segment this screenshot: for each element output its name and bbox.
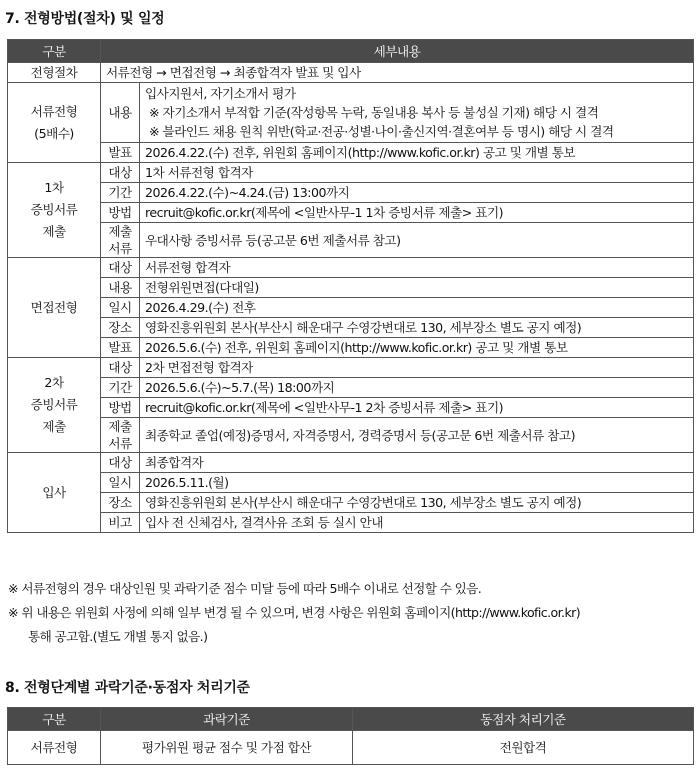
cert2-target-label: 대상	[101, 358, 140, 378]
table-row	[8, 473, 694, 493]
cert2-label: 2차 증빙서류 제출	[8, 358, 101, 453]
interview-content-text: 전형위원면접(다대일)	[140, 278, 694, 298]
header-tie: 동점자 처리기준	[353, 708, 694, 731]
hire-target-text: 최종합격자	[140, 453, 694, 473]
interview-announce-label: 발표	[101, 338, 140, 358]
table-row	[8, 453, 694, 473]
table-row	[8, 358, 694, 378]
table-row	[8, 223, 694, 258]
note-2: ※ 위 내용은 위원회 사정에 의해 일부 변경 될 수 있으며, 변경 사항은 위원회 홈페이지(http://www.kofic.or.kr)	[8, 605, 581, 620]
cert1-period-label: 기간	[101, 183, 140, 203]
table-row	[8, 513, 694, 533]
table-row	[8, 378, 694, 398]
note-3: 통해 공고함.(별도 개별 통지 없음.)	[28, 629, 208, 644]
hire-label: 입사	[8, 453, 101, 533]
table-row	[8, 163, 694, 183]
interview-target-text: 서류전형 합격자	[140, 258, 694, 278]
cert1-label: 1차 증빙서류 제출	[8, 163, 101, 258]
table-row	[8, 493, 694, 513]
table-row	[8, 183, 694, 203]
section8-title: 8. 전형단계별 과락기준·동점자 처리기준	[5, 680, 250, 696]
hire-date-text: 2026.5.11.(월)	[140, 473, 694, 493]
cert2-submit-text: 최종학교 졸업(예정)증명서, 자격증명서, 경력증명서 등(공고문 6번 제출서류 참고)	[140, 418, 694, 453]
table-row	[8, 338, 694, 358]
cert1-method-text: recruit@kofic.or.kr(제목에 <일반사무-1 1차 증빙서류 제출> 표기)	[140, 203, 694, 223]
cert1-submit-text: 우대사항 증빙서류 등(공고문 6번 제출서류 참고)	[140, 223, 694, 258]
cutoff-cell: 평가위원 평균 점수 및 가점 합산	[101, 731, 353, 765]
cert2-method-text: recruit@kofic.or.kr(제목에 <일반사무-1 2차 증빙서류 제출> 표기)	[140, 398, 694, 418]
table-row	[8, 143, 694, 163]
table-row	[8, 298, 694, 318]
cert1-method-label: 방법	[101, 203, 140, 223]
interview-place-label: 장소	[101, 318, 140, 338]
header-cutoff: 과락기준	[101, 708, 353, 731]
cert1-target-text: 1차 서류전형 합격자	[140, 163, 694, 183]
table-header-row	[8, 708, 694, 731]
document-announce-label: 발표	[101, 143, 140, 163]
table-row	[8, 203, 694, 223]
tie-cell: 전원합격	[353, 731, 694, 765]
procedure-label: 전형절차	[8, 63, 101, 83]
cert2-period-text: 2026.5.6.(수)~5.7.(목) 18:00까지	[140, 378, 694, 398]
header-stage: 구분	[8, 708, 101, 731]
header-details: 세부내용	[101, 40, 694, 63]
cert1-period-text: 2026.4.22.(수)~4.24.(금) 13:00까지	[140, 183, 694, 203]
table-row	[8, 398, 694, 418]
cert1-submit-label: 제출 서류	[101, 223, 140, 258]
cert2-period-label: 기간	[101, 378, 140, 398]
interview-announce-text: 2026.5.6.(수) 전후, 위원회 홈페이지(http://www.kofic.or.kr) 공고 및 개별 통보	[140, 338, 694, 358]
table-row	[8, 418, 694, 453]
hire-remark-text: 입사 전 신체검사, 결격사유 조회 등 실시 안내	[140, 513, 694, 533]
table-row	[8, 731, 694, 765]
hire-place-text: 영화진흥위원회 본사(부산시 해운대구 수영강변대로 130, 세부장소 별도 공지 예정)	[140, 493, 694, 513]
document-content: 입사지원서, 자기소개서 평가 ※ 자기소개서 부적합 기준(작성항목 누락, 동일내용 복사 등 불성실 기재) 해당 시 결격 ※ 블라인드 채용 원칙 위반(학교·전공·성별·나이·출신지역·결혼여부 등 명시) 해당 시 결격	[140, 83, 694, 143]
table-row	[8, 258, 694, 278]
table-row	[8, 318, 694, 338]
table-row	[8, 83, 694, 143]
hire-place-label: 장소	[101, 493, 140, 513]
cert1-target-label: 대상	[101, 163, 140, 183]
hire-remark-label: 비고	[101, 513, 140, 533]
procedure-text: 서류전형 → 면접전형 → 최종합격자 발표 및 입사	[101, 63, 694, 83]
interview-date-label: 일시	[101, 298, 140, 318]
cutoff-table	[7, 707, 694, 765]
interview-content-label: 내용	[101, 278, 140, 298]
note-1: ※ 서류전형의 경우 대상인원 및 과락기준 점수 미달 등에 따라 5배수 이내로 선정할 수 있음.	[8, 581, 482, 596]
cert2-submit-label: 제출 서류	[101, 418, 140, 453]
interview-place-text: 영화진흥위원회 본사(부산시 해운대구 수영강변대로 130, 세부장소 별도 공지 예정)	[140, 318, 694, 338]
document-content-label: 내용	[101, 83, 140, 143]
hire-date-label: 일시	[101, 473, 140, 493]
interview-date-text: 2026.4.29.(수) 전후	[140, 298, 694, 318]
cert2-method-label: 방법	[101, 398, 140, 418]
table-header-row	[8, 40, 694, 63]
table-row	[8, 278, 694, 298]
header-category: 구분	[8, 40, 101, 63]
cert2-target-text: 2차 면접전형 합격자	[140, 358, 694, 378]
table-row	[8, 63, 694, 83]
interview-label: 면접전형	[8, 258, 101, 358]
interview-target-label: 대상	[101, 258, 140, 278]
document-announce-text: 2026.4.22.(수) 전후, 위원회 홈페이지(http://www.kofic.or.kr) 공고 및 개별 통보	[140, 143, 694, 163]
section7-title: 7. 전형방법(절차) 및 일정	[5, 11, 165, 27]
document-screening-label: 서류전형 (5배수)	[8, 83, 101, 163]
hire-target-label: 대상	[101, 453, 140, 473]
schedule-table	[7, 39, 694, 533]
stage-cell: 서류전형	[8, 731, 101, 765]
